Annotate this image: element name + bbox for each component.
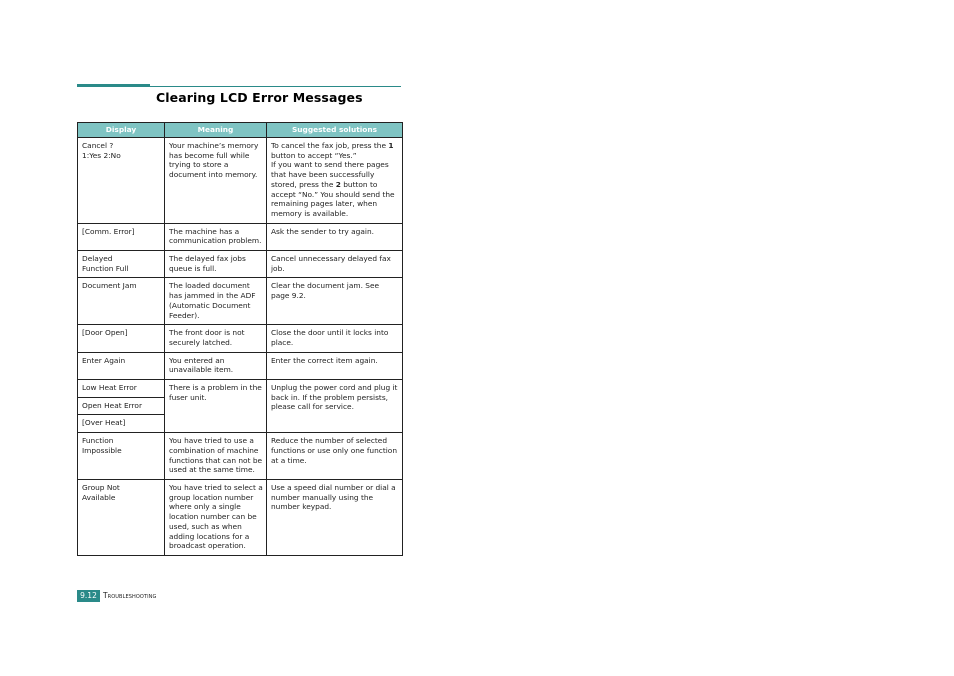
cell-meaning: You entered an unavailable item. bbox=[165, 352, 267, 379]
cell-display: Delayed Function Full bbox=[78, 251, 165, 278]
table-row bbox=[78, 223, 403, 250]
cell-display: Open Heat Error bbox=[78, 397, 165, 415]
cell-meaning: There is a problem in the fuser unit. bbox=[165, 380, 267, 433]
cell-display: Cancel ? 1:Yes 2:No bbox=[78, 138, 165, 224]
table-row bbox=[78, 138, 403, 224]
cell-meaning: Your machine’s memory has become full while trying to store a document into memory. bbox=[165, 138, 267, 224]
cell-display: [Comm. Error] bbox=[78, 223, 165, 250]
cell-solution: Use a speed dial number or dial a number manually using the number keypad. bbox=[267, 479, 403, 555]
table-row bbox=[78, 251, 403, 278]
table-header-row bbox=[78, 123, 403, 138]
cell-meaning: You have tried to select a group location number where only a single location number can be used, such as when adding locations for a broadcast operation. bbox=[165, 479, 267, 555]
cell-display: Low Heat Error bbox=[78, 380, 165, 398]
cell-display: Enter Again bbox=[78, 352, 165, 379]
solution-text: To cancel the fax job, press the bbox=[271, 141, 389, 150]
table-row bbox=[78, 325, 403, 352]
table-row bbox=[78, 479, 403, 555]
title-rule-accent bbox=[77, 84, 150, 87]
cell-meaning: You have tried to use a combination of machine functions that can not be used at the same time. bbox=[165, 433, 267, 480]
solution-text: button to accept “No.” You should send the remaining pages later, when memory is available. bbox=[271, 179, 395, 218]
cell-solution bbox=[267, 138, 403, 224]
cell-display: [Over Heat] bbox=[78, 415, 165, 433]
header-display: Display bbox=[78, 123, 165, 138]
cell-solution: Close the door until it locks into place. bbox=[267, 325, 403, 352]
cell-solution: Cancel unnecessary delayed fax job. bbox=[267, 251, 403, 278]
cell-solution: Ask the sender to try again. bbox=[267, 223, 403, 250]
page-footer bbox=[77, 590, 156, 602]
page-title: Clearing LCD Error Messages bbox=[156, 90, 363, 105]
cell-display: Document Jam bbox=[78, 278, 165, 325]
cell-display: Function Impossible bbox=[78, 433, 165, 480]
cell-solution: Enter the correct item again. bbox=[267, 352, 403, 379]
cell-solution: Clear the document jam. See page 9.2. bbox=[267, 278, 403, 325]
solution-key-1: 1 bbox=[388, 141, 394, 150]
table-row bbox=[78, 352, 403, 379]
error-messages-table bbox=[77, 122, 403, 556]
title-rule-line bbox=[150, 86, 401, 87]
cell-meaning: The loaded document has jammed in the ADF (Automatic Document Feeder). bbox=[165, 278, 267, 325]
table-row bbox=[78, 278, 403, 325]
header-solutions: Suggested solutions bbox=[267, 123, 403, 138]
table-row bbox=[78, 433, 403, 480]
section-name: Troubleshooting bbox=[103, 591, 157, 600]
cell-display: Group Not Available bbox=[78, 479, 165, 555]
page-number: 9.12 bbox=[77, 590, 100, 602]
solution-key-2: 2 bbox=[335, 179, 341, 189]
cell-meaning: The machine has a communication problem. bbox=[165, 223, 267, 250]
cell-solution: Unplug the power cord and plug it back in. If the problem persists, please call for service. bbox=[267, 380, 403, 433]
cell-solution: Reduce the number of selected functions or use only one function at a time. bbox=[267, 433, 403, 480]
table-row bbox=[78, 380, 403, 398]
header-meaning: Meaning bbox=[165, 123, 267, 138]
cell-meaning: The delayed fax jobs queue is full. bbox=[165, 251, 267, 278]
cell-meaning: The front door is not securely latched. bbox=[165, 325, 267, 352]
solution-text: button to accept “Yes.” If you want to send there pages that have been successfully stored, press the bbox=[271, 150, 389, 189]
cell-display: [Door Open] bbox=[78, 325, 165, 352]
